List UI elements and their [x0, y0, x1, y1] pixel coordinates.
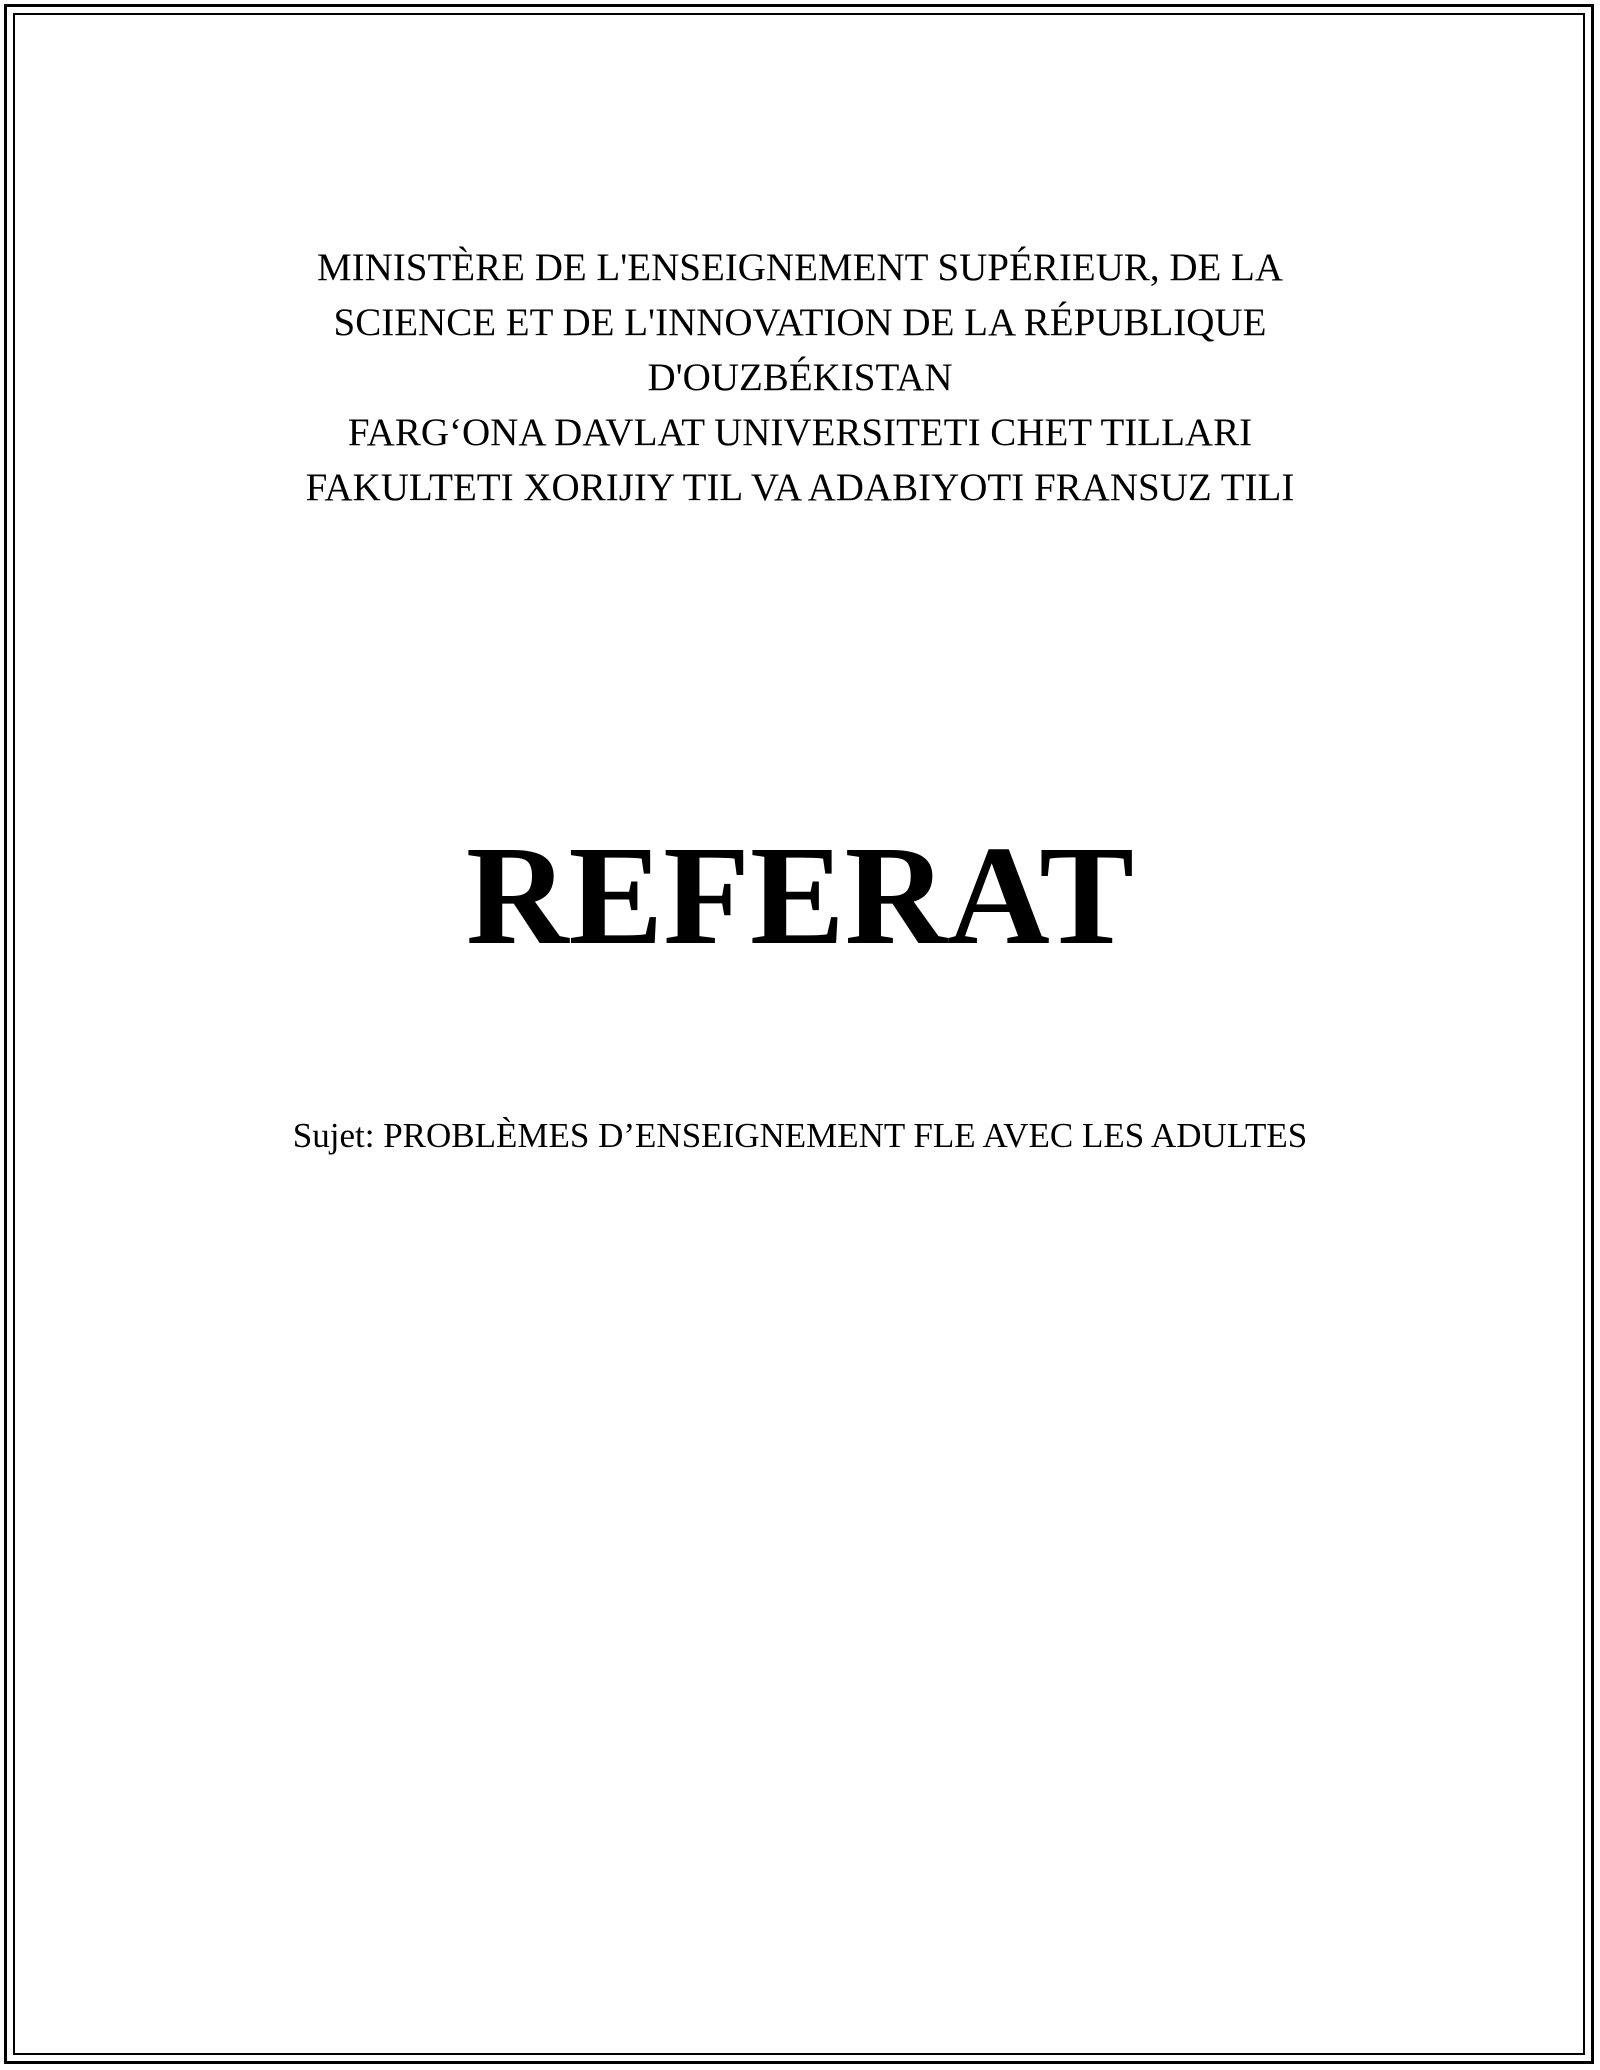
- subject-line: Sujet: PROBLÈMES D’ENSEIGNEMENT FLE AVEC LES ADULTES: [292, 1116, 1308, 1155]
- header-line-university: FARG‘ONA DAVLAT UNIVERSITETI CHET TILLARI: [347, 411, 1253, 454]
- header-line-ministry-2: SCIENCE ET DE L'INNOVATION DE LA RÉPUBLIQUE: [333, 301, 1267, 344]
- header-line-country: D'OUZBÉKISTAN: [647, 356, 953, 399]
- document-title: REFERAT: [466, 816, 1134, 974]
- header-line-ministry-1: MINISTÈRE DE L'ENSEIGNEMENT SUPÉRIEUR, DE LA: [316, 246, 1284, 289]
- header-line-faculty: FAKULTETI XORIJIY TIL VA ADABIYOTI FRANSUZ TILI: [305, 466, 1295, 509]
- institution-header: [0, 240, 1600, 515]
